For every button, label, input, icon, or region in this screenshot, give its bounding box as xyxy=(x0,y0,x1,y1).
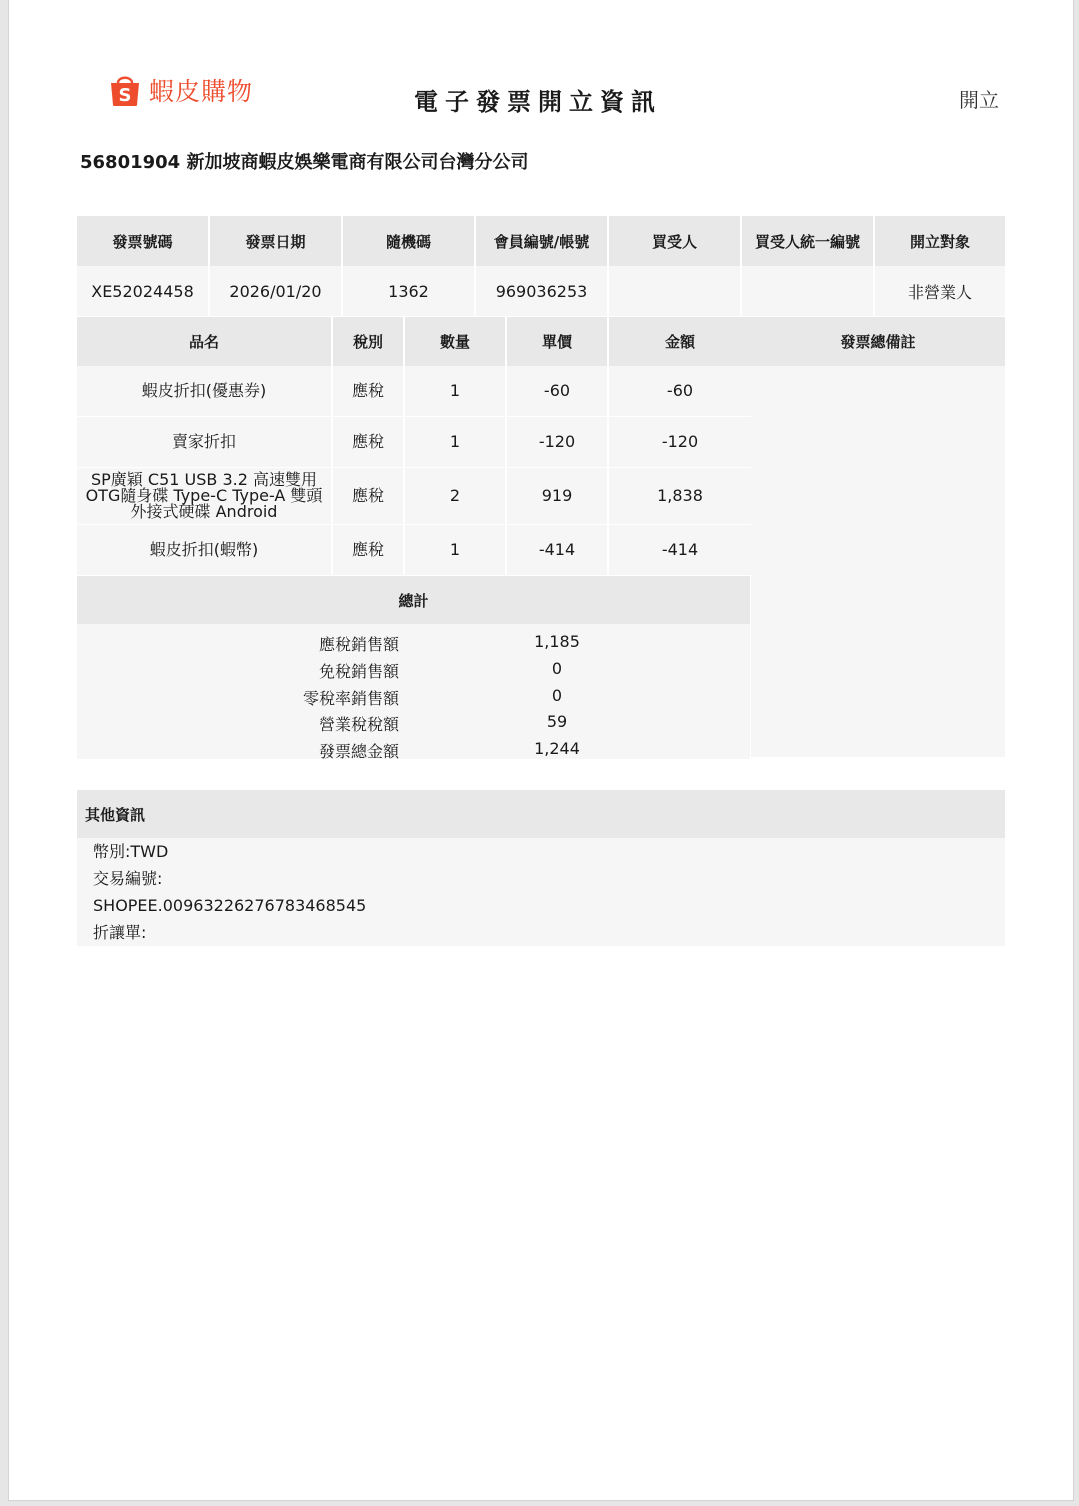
item-amount: -60 xyxy=(609,366,751,417)
item-name: 蝦皮折扣(優惠券) xyxy=(77,366,331,417)
header-member-id: 會員編號/帳號 xyxy=(476,216,607,266)
header-invoice-date: 發票日期 xyxy=(210,216,341,266)
random-code: 1362 xyxy=(343,266,474,316)
allowance-label: 折讓單: xyxy=(93,923,147,942)
other-info-heading: 其他資訊 xyxy=(77,790,1005,838)
page-title: 電子發票開立資訊 xyxy=(414,88,662,116)
transaction-label: 交易編號: xyxy=(93,869,163,888)
header-item-name: 品名 xyxy=(77,317,331,366)
total-value: 0 xyxy=(551,686,563,705)
total-label: 營業稅稅額 xyxy=(318,715,399,734)
items-table xyxy=(77,317,750,759)
buyer xyxy=(609,266,740,316)
totals-heading: 總計 xyxy=(77,576,750,624)
invoice-info-value-row xyxy=(77,266,1005,316)
total-label: 零稅率銷售額 xyxy=(302,689,399,708)
header-random-code: 隨機碼 xyxy=(343,216,474,266)
item-amount: -120 xyxy=(609,417,751,468)
shopping-bag-icon xyxy=(109,73,141,107)
totals-block xyxy=(77,624,750,759)
total-label: 免稅銷售額 xyxy=(318,662,399,681)
item-quantity: 1 xyxy=(405,417,505,468)
item-amount: 1,838 xyxy=(609,468,751,525)
status-text: 開立 xyxy=(959,88,999,112)
brand-name: 蝦皮購物 xyxy=(149,77,254,106)
header-unit-price: 單價 xyxy=(507,317,607,366)
invoice-info-header-row xyxy=(77,216,1005,266)
header-buyer-tax-id: 買受人統一編號 xyxy=(742,216,873,266)
total-row xyxy=(77,708,750,735)
item-tax-type: 應稅 xyxy=(333,366,403,417)
total-row xyxy=(77,628,750,655)
total-row xyxy=(77,682,750,709)
issue-target: 非營業人 xyxy=(875,266,1005,316)
item-quantity: 2 xyxy=(405,468,505,525)
total-row xyxy=(77,655,750,682)
buyer-tax-id xyxy=(742,266,873,316)
currency-line: 幣別:TWD xyxy=(93,842,169,861)
item-unit-price: -120 xyxy=(507,417,607,468)
seller-info: 56801904 新加坡商蝦皮娛樂電商有限公司台灣分公司 xyxy=(80,152,529,173)
other-info-body xyxy=(77,838,1005,946)
item-tax-type: 應稅 xyxy=(333,417,403,468)
item-tax-type: 應稅 xyxy=(333,468,403,525)
invoice-info-table xyxy=(75,216,1007,316)
header-quantity: 數量 xyxy=(405,317,505,366)
header-amount: 金額 xyxy=(609,317,751,366)
item-unit-price: -414 xyxy=(507,525,607,576)
total-value: 0 xyxy=(551,659,563,678)
total-row xyxy=(77,735,750,762)
invoice-number: XE52024458 xyxy=(77,266,208,316)
header-tax-type: 稅別 xyxy=(333,317,403,366)
item-amount: -414 xyxy=(609,525,751,576)
total-value: 1,244 xyxy=(534,739,580,758)
svg-text:S: S xyxy=(118,85,132,106)
item-name: SP廣穎 C51 USB 3.2 高速雙用OTG隨身碟 Type-C Type-A 雙頭外接式硬碟 Android xyxy=(77,468,331,525)
items-section xyxy=(77,317,1005,761)
remarks-header: 發票總備註 xyxy=(751,317,1005,366)
header-issue-target: 開立對象 xyxy=(875,216,1005,266)
item-name: 賣家折扣 xyxy=(77,417,331,468)
total-label: 應稅銷售額 xyxy=(318,635,399,654)
item-name: 蝦皮折扣(蝦幣) xyxy=(77,525,331,576)
total-value: 1,185 xyxy=(534,632,580,651)
item-quantity: 1 xyxy=(405,366,505,417)
invoice-page xyxy=(8,0,1074,1501)
header-buyer: 買受人 xyxy=(609,216,740,266)
transaction-number: SHOPEE.00963226276783468545 xyxy=(93,896,367,915)
member-id: 969036253 xyxy=(476,266,607,316)
total-label: 發票總金額 xyxy=(318,742,399,761)
item-tax-type: 應稅 xyxy=(333,525,403,576)
item-quantity: 1 xyxy=(405,525,505,576)
invoice-remarks xyxy=(751,317,1005,757)
item-unit-price: 919 xyxy=(507,468,607,525)
invoice-date: 2026/01/20 xyxy=(210,266,341,316)
item-unit-price: -60 xyxy=(507,366,607,417)
header-invoice-number: 發票號碼 xyxy=(77,216,208,266)
total-value: 59 xyxy=(546,712,568,731)
shopee-logo xyxy=(109,72,253,108)
other-info-section xyxy=(77,790,1005,946)
